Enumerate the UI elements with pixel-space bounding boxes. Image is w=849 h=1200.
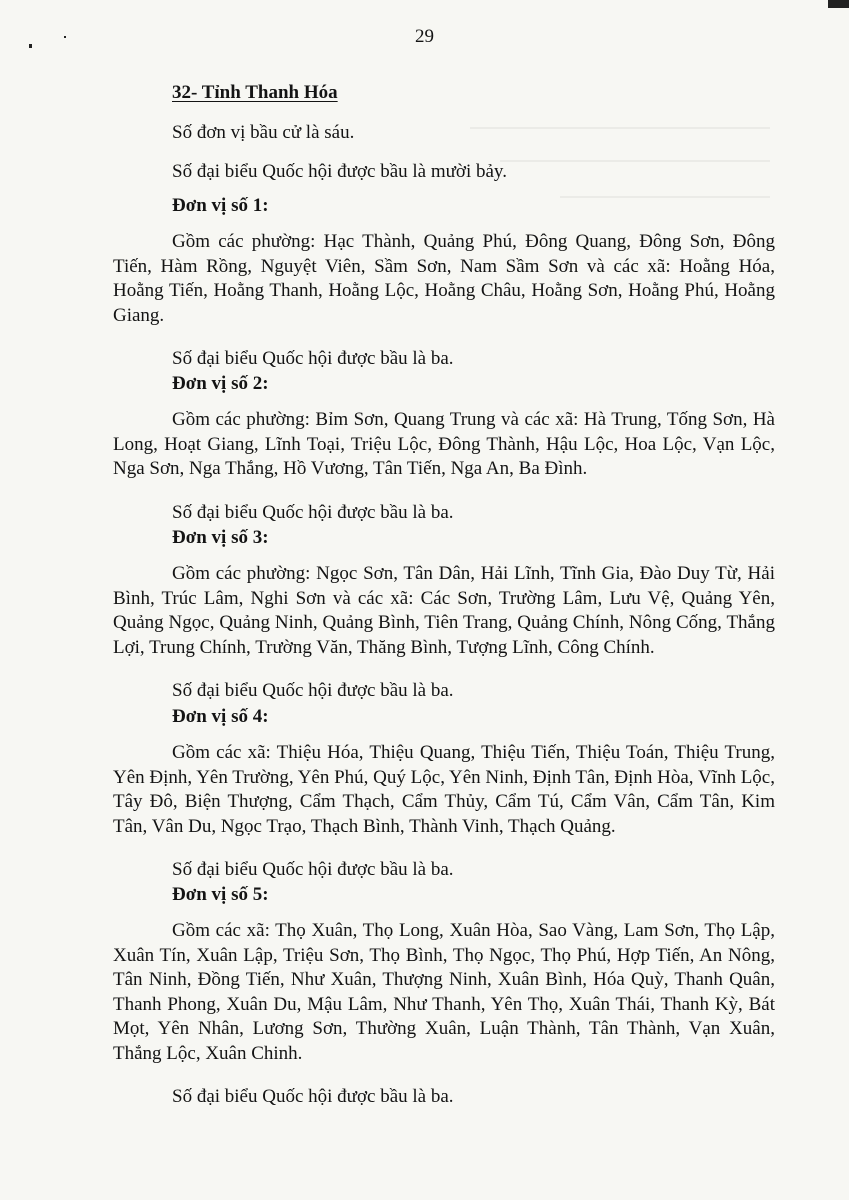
page-number: 29 xyxy=(415,26,434,47)
bleed-through xyxy=(500,160,770,162)
unit-delegates: Số đại biểu Quốc hội được bầu là ba. xyxy=(172,501,454,523)
unit-members: Gồm các phường: Bỉm Sơn, Quang Trung và các xã: Hà Trung, Tống Sơn, Hà Long, Hoạt Giang, Lĩnh Toại, Triệu Lộc, Đông Thành, Hậu Lộc, Hoa Lộc, Vạn Lộc, Nga Sơn, Nga Thắng, Hồ Vương, Tân Tiến, Nga An, Ba Đình. xyxy=(113,409,775,479)
unit-members: Gồm các phường: Hạc Thành, Quảng Phú, Đông Quang, Đông Sơn, Đông Tiến, Hàm Rồng, Nguyệt Viên, Sầm Sơn, Nam Sầm Sơn và các xã: Hoằng Hóa, Hoằng Tiến, Hoằng Thanh, Hoằng Lộc, Hoằng Châu, Hoằng Sơn, Hoằng Phú, Hoằng Giang. xyxy=(113,231,775,326)
units-count-text: Số đơn vị bầu cử là sáu. xyxy=(172,122,355,143)
unit-members: Gồm các phường: Ngọc Sơn, Tân Dân, Hải Lĩnh, Tĩnh Gia, Đào Duy Từ, Hải Bình, Trúc Lâm, Nghi Sơn và các xã: Các Sơn, Trường Lâm, Lưu Vệ, Quảng Yên, Quảng Ngọc, Quảng Ninh, Quảng Bình, Tiên Trang, Quảng Chính, Nông Cống, Thắng Lợi, Trung Chính, Trường Văn, Thăng Bình, Tượng Lĩnh, Công Chính. xyxy=(113,563,775,658)
unit-heading: Đơn vị số 5: xyxy=(172,884,269,905)
unit-2 xyxy=(113,371,775,526)
unit-4 xyxy=(113,704,775,883)
bleed-through xyxy=(470,127,770,129)
unit-heading: Đơn vị số 3: xyxy=(172,527,269,548)
unit-heading: Đơn vị số 4: xyxy=(172,706,269,727)
unit-3 xyxy=(113,525,775,704)
delegates-total-text: Số đại biểu Quốc hội được bầu là mười bảy. xyxy=(172,161,507,182)
unit-delegates: Số đại biểu Quốc hội được bầu là ba. xyxy=(172,680,454,701)
unit-delegates: Số đại biểu Quốc hội được bầu là ba. xyxy=(172,348,454,369)
section-title: 32- Tỉnh Thanh Hóa xyxy=(172,82,338,103)
unit-1 xyxy=(113,193,775,372)
unit-heading: Đơn vị số 2: xyxy=(172,373,269,394)
unit-delegates: Số đại biểu Quốc hội được bầu là ba. xyxy=(172,859,454,880)
scan-mark-corner xyxy=(828,0,849,8)
unit-heading: Đơn vị số 1: xyxy=(172,195,269,216)
unit-delegates: Số đại biểu Quốc hội được bầu là ba. xyxy=(172,1086,454,1107)
unit-members: Gồm các xã: Thiệu Hóa, Thiệu Quang, Thiệu Tiến, Thiệu Toán, Thiệu Trung, Yên Định, Yên Trường, Yên Phú, Quý Lộc, Yên Ninh, Định Tân, Định Hòa, Vĩnh Lộc, Tây Đô, Biện Thượng, Cẩm Thạch, Cẩm Thủy, Cẩm Tú, Cẩm Vân, Cẩm Tân, Kim Tân, Vân Du, Ngọc Trạo, Thạch Bình, Thành Vinh, Thạch Quảng. xyxy=(113,742,775,837)
unit-5 xyxy=(113,882,775,1110)
unit-members: Gồm các xã: Thọ Xuân, Thọ Long, Xuân Hòa, Sao Vàng, Lam Sơn, Thọ Lập, Xuân Tín, Xuân Lập, Triệu Sơn, Thọ Bình, Thọ Ngọc, Thọ Phú, Hợp Tiến, An Nông, Tân Ninh, Đồng Tiến, Như Xuân, Thượng Ninh, Xuân Bình, Hóa Quỳ, Thanh Quân, Thanh Phong, Xuân Du, Mậu Lâm, Như Thanh, Yên Thọ, Xuân Thái, Thanh Kỳ, Bát Mọt, Yên Nhân, Lương Sơn, Thường Xuân, Luận Thành, Tân Thành, Vạn Xuân, Thắng Lộc, Xuân Chinh. xyxy=(113,920,775,1064)
